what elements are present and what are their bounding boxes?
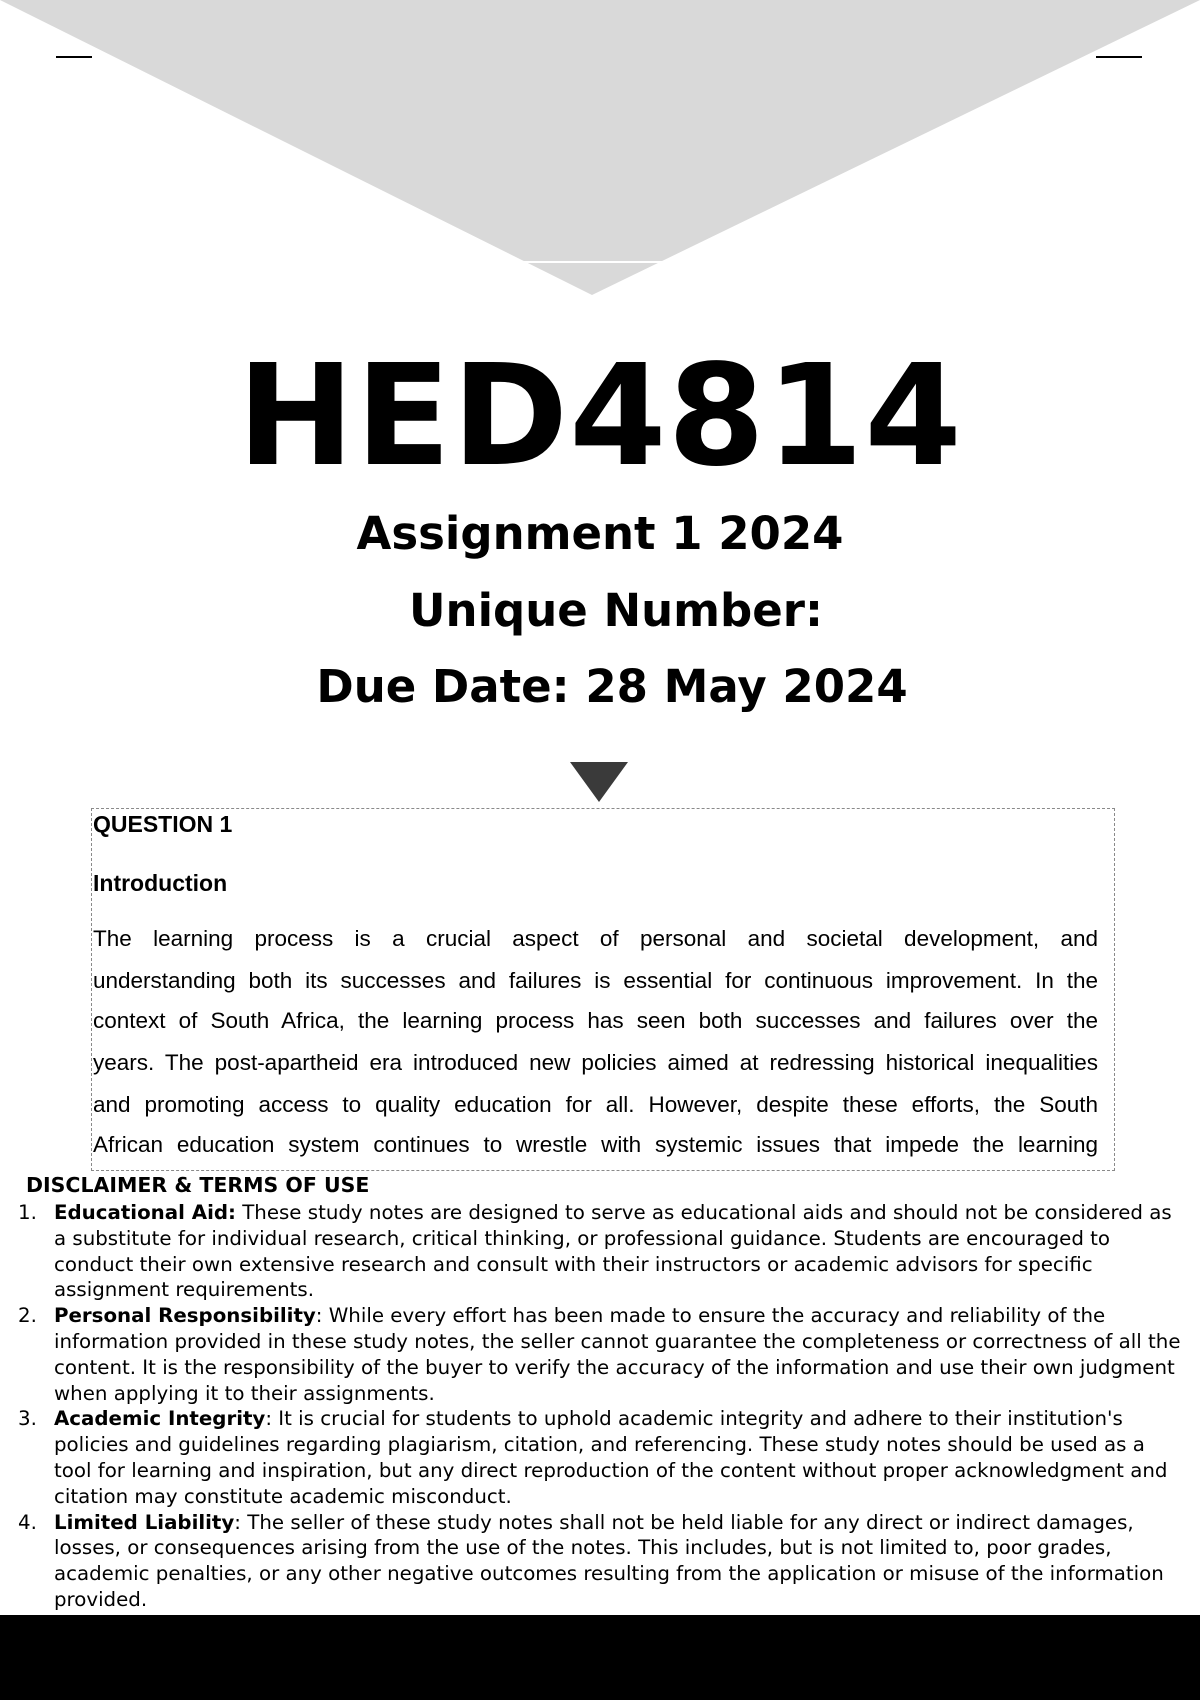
document-preview-box xyxy=(91,808,1115,1171)
assignment-label: Assignment 1 2024 xyxy=(356,507,844,560)
list-item-number: 2. xyxy=(18,1304,37,1328)
term-title: Personal Responsibility xyxy=(54,1304,316,1328)
intro-paragraph-line: The learning process is a crucial aspect of personal and societal development, and xyxy=(93,926,1098,951)
corner-mark-right xyxy=(1096,56,1142,58)
term-title: Academic Integrity xyxy=(54,1407,266,1431)
unique-number-label: Unique Number: xyxy=(409,584,823,637)
intro-paragraph-line: years. The post-apartheid era introduced new policies aimed at redressing historical inequalities xyxy=(93,1050,1098,1075)
terms-list xyxy=(0,1200,1200,1613)
list-item xyxy=(0,1510,1200,1613)
course-code-title: HED4814 xyxy=(237,335,963,498)
list-item xyxy=(0,1406,1200,1509)
corner-mark-left xyxy=(56,56,92,58)
intro-paragraph-line: context of South Africa, the learning process has seen both successes and failures over the xyxy=(93,1008,1098,1033)
intro-paragraph-line: African education system continues to wrestle with systemic issues that impede the learning xyxy=(93,1132,1098,1157)
chevron-shape xyxy=(0,0,1200,295)
term-text: : The seller of these study notes shall not be held liable for any direct or indirect damages, losses, or consequences arising from the use of the notes. This includes, but is not limited to, poor grades, academic penalties, or any other negative outcomes resulting from the application or misuse of the information provided. xyxy=(54,1510,1164,1611)
top-chevron-banner xyxy=(0,0,1200,300)
list-item xyxy=(0,1303,1200,1406)
term-text: These study notes are designed to serve as educational aids and should not be considered as a substitute for individual research, critical thinking, or professional guidance. Students are encouraged to conduct their own extensive research and consult with their instructors or academic advisors for specific assignment requirements. xyxy=(54,1201,1172,1302)
down-arrow-icon xyxy=(570,762,628,802)
intro-paragraph-line: understanding both its successes and failures is essential for continuous improvement. In the xyxy=(93,968,1098,993)
list-item xyxy=(0,1200,1200,1303)
term-text: : While every effort has been made to ensure the accuracy and reliability of the information provided in these study notes, the seller cannot guarantee the completeness or correctness of all the content. It is the responsibility of the buyer to verify the accuracy of the information and use their own judgment when applying it to their assignments. xyxy=(54,1304,1181,1405)
question-heading: QUESTION 1 xyxy=(93,811,233,837)
term-title: Educational Aid: xyxy=(54,1201,236,1224)
bottom-black-bar xyxy=(0,1615,1200,1700)
term-title: Limited Liability xyxy=(54,1510,235,1534)
intro-paragraph-line: and promoting access to quality education for all. However, despite these efforts, the South xyxy=(93,1092,1098,1117)
list-item-number: 4. xyxy=(18,1510,37,1534)
list-item-number: 1. xyxy=(18,1201,37,1224)
section-heading: Introduction xyxy=(93,870,228,896)
term-text: : It is crucial for students to uphold academic integrity and adhere to their institution's policies and guidelines regarding plagiarism, citation, and referencing. These study notes should be used as a tool for learning and inspiration, but any direct reproduction of the content without proper acknowledgment and citation may constitute academic misconduct. xyxy=(54,1407,1168,1508)
list-item-number: 3. xyxy=(18,1407,37,1431)
due-date-label: Due Date: 28 May 2024 xyxy=(316,660,908,713)
disclaimer-heading: DISCLAIMER & TERMS OF USE xyxy=(26,1173,370,1197)
